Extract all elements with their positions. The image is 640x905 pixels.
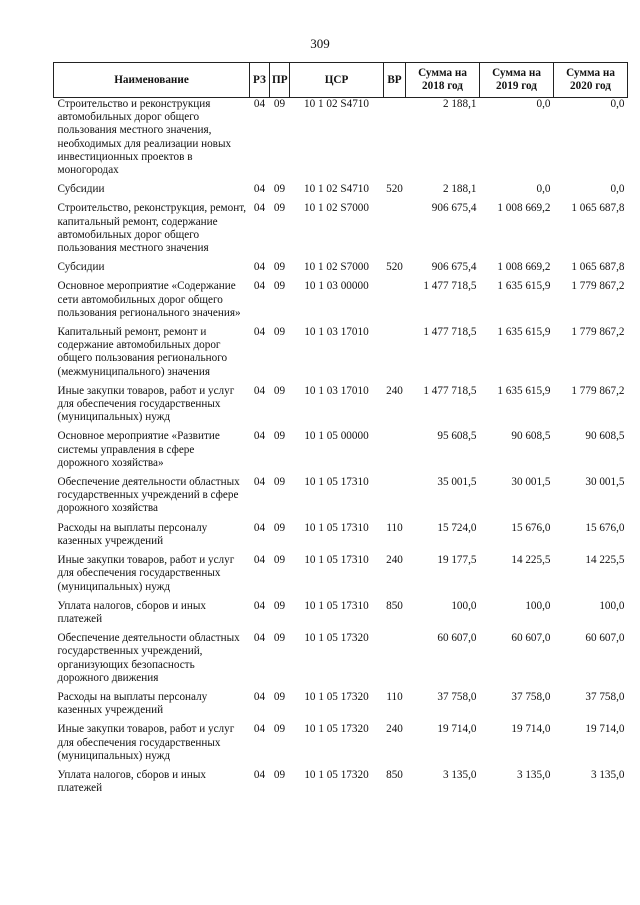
cell-name: Основное мероприятие «Развитие системы управления в сфере дорожного хозяйства»	[57, 430, 220, 469]
cell-sum-2018: 100,0	[451, 599, 477, 612]
cell-sum-2020: 90 608,5	[585, 430, 625, 443]
budget-table	[53, 62, 628, 801]
cell-name: Иные закупки товаров, работ и услуг для обеспечения государственных (муниципальных) нужд	[57, 723, 235, 762]
table-row	[54, 476, 628, 522]
cell-sum-2018: 1 477 718,5	[423, 384, 477, 397]
cell-sum-2019: 1 008 669,2	[497, 261, 551, 274]
cell-sum-2019: 1 635 615,9	[497, 326, 551, 339]
cell-rz: 04	[253, 261, 266, 274]
cell-sum-2019: 3 135,0	[516, 768, 551, 781]
table-row	[54, 522, 628, 554]
cell-rz: 04	[253, 384, 266, 397]
cell-rz: 04	[253, 476, 266, 489]
table-row	[54, 183, 628, 202]
cell-sum-2019: 37 758,0	[511, 690, 551, 703]
table-row	[54, 554, 628, 600]
cell-sum-2020: 19 714,0	[585, 723, 625, 736]
cell-sum-2019: 30 001,5	[511, 476, 551, 489]
cell-sum-2019: 14 225,5	[511, 554, 551, 567]
cell-vr	[384, 430, 406, 476]
cell-csr: 10 1 02 S4710	[304, 98, 369, 110]
cell-rz: 04	[253, 280, 266, 293]
cell-csr: 10 1 05 17310	[304, 599, 369, 612]
cell-name: Расходы на выплаты персоналу казенных учреждений	[57, 521, 208, 547]
table-row	[54, 769, 628, 801]
cell-csr: 10 1 05 17320	[304, 723, 369, 736]
cell-pr: 09	[273, 768, 286, 781]
cell-pr: 09	[273, 261, 286, 274]
cell-sum-2019: 0,0	[536, 98, 551, 110]
cell-rz: 04	[253, 521, 266, 534]
cell-vr: 110	[386, 521, 403, 534]
cell-rz: 04	[253, 326, 266, 339]
table-row	[54, 430, 628, 476]
cell-vr	[384, 326, 406, 385]
table-row	[54, 326, 628, 385]
cell-vr: 240	[386, 554, 403, 567]
cell-pr: 09	[273, 98, 286, 110]
cell-vr	[384, 202, 406, 261]
header-pr: ПР	[270, 63, 290, 98]
cell-vr: 240	[386, 723, 403, 736]
cell-pr: 09	[273, 599, 286, 612]
cell-sum-2020: 15 676,0	[585, 521, 625, 534]
cell-sum-2018: 2 188,1	[442, 183, 477, 196]
cell-name: Иные закупки товаров, работ и услуг для обеспечения государственных (муниципальных) нужд	[57, 384, 235, 424]
cell-sum-2019: 0,0	[536, 183, 551, 196]
cell-rz: 04	[253, 554, 266, 567]
cell-sum-2020: 1 065 687,8	[571, 202, 625, 215]
cell-csr: 10 1 02 S7000	[304, 202, 369, 215]
cell-sum-2018: 60 607,0	[437, 632, 477, 645]
cell-csr: 10 1 03 00000	[304, 280, 369, 293]
cell-sum-2018: 906 675,4	[431, 261, 477, 274]
cell-vr: 110	[386, 690, 403, 703]
cell-name: Субсидии	[57, 261, 105, 274]
table-row	[54, 632, 628, 691]
cell-sum-2018: 906 675,4	[431, 202, 477, 215]
cell-sum-2018: 37 758,0	[437, 690, 477, 703]
cell-name: Иные закупки товаров, работ и услуг для обеспечения государственных (муниципальных) нужд	[57, 554, 235, 593]
cell-sum-2020: 1 779 867,2	[571, 280, 625, 293]
cell-sum-2019: 15 676,0	[511, 521, 551, 534]
cell-sum-2019: 1 008 669,2	[497, 202, 551, 215]
cell-name: Уплата налогов, сборов и иных платежей	[57, 768, 207, 795]
cell-rz: 04	[253, 632, 266, 645]
cell-sum-2019: 1 635 615,9	[497, 384, 551, 397]
table-row	[54, 723, 628, 769]
table-row	[54, 385, 628, 431]
cell-name: Строительство и реконструкция автомобильных дорог общего пользования местного значения, необходимых для реализации новых инвестиционных проектов в моногородах	[57, 98, 232, 177]
cell-rz: 04	[253, 183, 266, 196]
cell-pr: 09	[273, 384, 286, 397]
cell-rz: 04	[253, 723, 266, 736]
cell-rz: 04	[253, 768, 266, 781]
cell-csr: 10 1 05 17310	[304, 521, 369, 534]
cell-sum-2018: 19 714,0	[437, 723, 477, 736]
cell-pr: 09	[273, 280, 286, 293]
cell-csr: 10 1 03 17010	[304, 384, 369, 397]
cell-csr: 10 1 02 S7000	[304, 261, 369, 274]
table-row	[54, 691, 628, 723]
cell-vr	[384, 98, 406, 184]
cell-rz: 04	[253, 430, 266, 443]
cell-sum-2019: 90 608,5	[511, 430, 551, 443]
cell-pr: 09	[273, 632, 286, 645]
cell-vr: 850	[386, 768, 403, 781]
cell-vr: 520	[386, 261, 403, 274]
header-sum-2019: Сумма на 2019 год	[480, 63, 554, 98]
cell-name: Расходы на выплаты персоналу казенных учреждений	[57, 690, 208, 717]
cell-pr: 09	[273, 554, 286, 567]
table-header-row	[54, 63, 628, 98]
cell-sum-2018: 35 001,5	[437, 476, 477, 489]
page-number: 309	[310, 36, 330, 51]
cell-sum-2018: 2 188,1	[442, 98, 477, 110]
table-row	[54, 280, 628, 326]
cell-name: Строительство, реконструкция, ремонт, капитальный ремонт, содержание автомобильных дорог общего пользования местного значения	[57, 202, 247, 255]
cell-sum-2019: 1 635 615,9	[497, 280, 551, 293]
cell-sum-2020: 3 135,0	[590, 768, 625, 781]
cell-vr: 850	[386, 599, 403, 612]
cell-name: Субсидии	[57, 183, 105, 196]
cell-csr: 10 1 05 17310	[304, 476, 369, 489]
cell-vr	[384, 632, 406, 691]
cell-name: Обеспечение деятельности областных государственных учреждений в сфере дорожного хозяйства	[57, 476, 240, 515]
table-row	[54, 202, 628, 261]
header-rz: РЗ	[250, 63, 270, 98]
cell-csr: 10 1 05 17320	[304, 768, 369, 781]
cell-vr	[384, 280, 406, 326]
table-body	[54, 98, 628, 802]
cell-csr: 10 1 02 S4710	[304, 183, 369, 196]
cell-csr: 10 1 03 17010	[304, 326, 369, 339]
cell-csr: 10 1 05 00000	[304, 430, 369, 443]
header-name: Наименование	[54, 63, 250, 98]
cell-sum-2020: 1 065 687,8	[571, 261, 625, 274]
cell-sum-2020: 30 001,5	[585, 476, 625, 489]
cell-sum-2018: 1 477 718,5	[423, 326, 477, 339]
cell-name: Уплата налогов, сборов и иных платежей	[57, 599, 207, 625]
cell-vr	[384, 476, 406, 522]
cell-rz: 04	[253, 98, 266, 110]
header-vr: ВР	[384, 63, 406, 98]
cell-pr: 09	[273, 430, 286, 443]
cell-pr: 09	[273, 521, 286, 534]
cell-pr: 09	[273, 723, 286, 736]
header-csr: ЦСР	[290, 63, 384, 98]
cell-rz: 04	[253, 599, 266, 612]
cell-csr: 10 1 05 17310	[304, 554, 369, 567]
table-row	[54, 261, 628, 280]
cell-pr: 09	[273, 690, 286, 703]
header-sum-2018: Сумма на 2018 год	[406, 63, 480, 98]
cell-sum-2020: 100,0	[599, 599, 625, 612]
cell-sum-2018: 1 477 718,5	[423, 280, 477, 293]
cell-sum-2018: 95 608,5	[437, 430, 477, 443]
cell-vr: 520	[386, 183, 403, 196]
cell-sum-2020: 1 779 867,2	[571, 384, 625, 397]
cell-pr: 09	[273, 202, 286, 215]
cell-rz: 04	[253, 202, 266, 215]
table-row	[54, 600, 628, 632]
cell-sum-2020: 0,0	[610, 183, 625, 196]
cell-sum-2018: 19 177,5	[437, 554, 477, 567]
cell-sum-2020: 60 607,0	[585, 632, 625, 645]
cell-sum-2018: 3 135,0	[442, 768, 477, 781]
cell-csr: 10 1 05 17320	[304, 632, 369, 645]
cell-sum-2020: 14 225,5	[585, 554, 625, 567]
cell-sum-2020: 1 779 867,2	[571, 326, 625, 339]
cell-sum-2019: 19 714,0	[511, 723, 551, 736]
cell-csr: 10 1 05 17320	[304, 690, 369, 703]
cell-pr: 09	[273, 326, 286, 339]
cell-vr: 240	[386, 384, 403, 397]
cell-pr: 09	[273, 183, 286, 196]
cell-sum-2019: 60 607,0	[511, 632, 551, 645]
cell-sum-2019: 100,0	[525, 599, 551, 612]
cell-name: Обеспечение деятельности областных государственных учреждений, организующих безопасность дорожного движения	[57, 632, 240, 684]
cell-pr: 09	[273, 476, 286, 489]
cell-sum-2020: 37 758,0	[585, 690, 625, 703]
cell-name: Капитальный ремонт, ремонт и содержание автомобильных дорог общего пользования регионального (межмуниципального) значения	[57, 326, 228, 378]
table-row	[54, 98, 628, 184]
cell-rz: 04	[253, 690, 266, 703]
cell-name: Основное мероприятие «Содержание сети автомобильных дорог общего пользования регионального значения»	[57, 280, 241, 319]
cell-sum-2018: 15 724,0	[437, 521, 477, 534]
cell-sum-2020: 0,0	[610, 98, 625, 110]
header-sum-2020: Сумма на 2020 год	[554, 63, 628, 98]
